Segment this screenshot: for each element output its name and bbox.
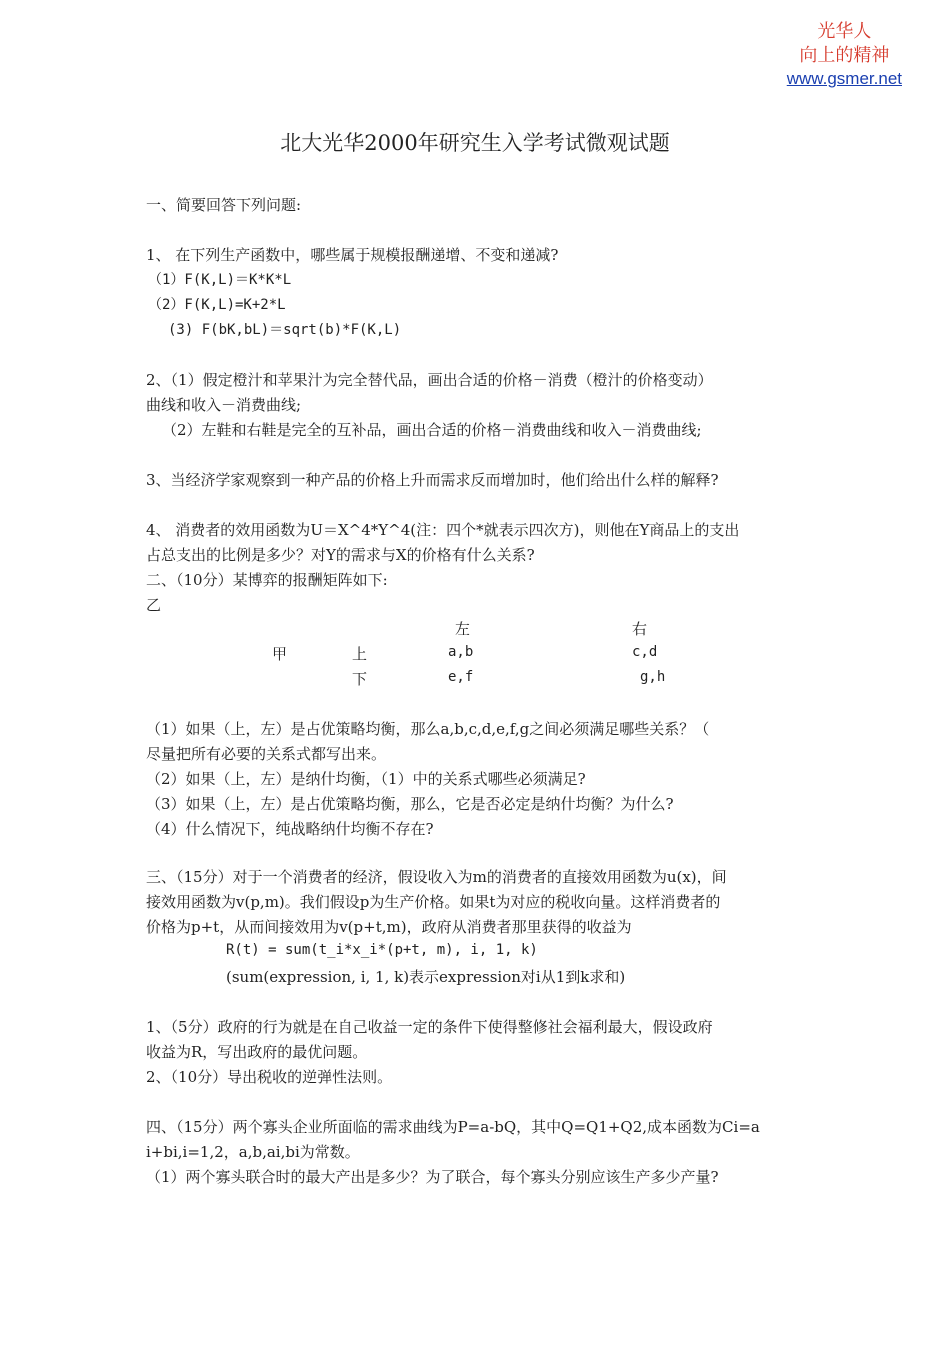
brand-url-link[interactable]: www.gsmer.net <box>786 69 902 88</box>
q4-line1: 4、 消费者的效用函数为U＝X^4*Y^4(注：四个*就表示四次方)，则他在Y商品上的支出 <box>146 521 740 539</box>
q2-line3: （2）左鞋和右鞋是完全的互补品，画出合适的价格－消费曲线和收入－消费曲线; <box>162 421 702 439</box>
matrix-row-down: 下 <box>352 670 368 688</box>
q1-option-b: （2）F(K,L)=K+2*L <box>148 297 286 313</box>
q1-option-c: (3) F(bK,bL)＝sqrt(b)*F(K,L) <box>168 322 402 338</box>
q1-text: 1、 在下列生产函数中，哪些属于规模报酬递增、不变和递减? <box>146 246 559 264</box>
s3-formula-note: (sum(expression, i, 1, k)表示expression对i从1到k求和) <box>226 968 626 986</box>
brand-line-2: 向上的精神 <box>799 45 890 66</box>
s4-q1: （1）两个寡头联合时的最大产出是多少？为了联合，每个寡头分别应该生产多少产量? <box>146 1168 719 1186</box>
s3-line2: 接效用函数为v(p,m)。我们假设p为生产价格。如果t为对应的税收向量。这样消费者的 <box>146 893 721 911</box>
s3-q2: 2、（10分）导出税收的逆弹性法则。 <box>146 1068 393 1086</box>
s2-q3: （3）如果（上，左）是占优策略均衡，那么，它是否必定是纳什均衡？为什么? <box>146 795 674 813</box>
section1-heading: 一、简要回答下列问题: <box>146 196 302 214</box>
matrix-col-right: 右 <box>632 620 648 638</box>
s3-line1: 三、（15分）对于一个消费者的经济，假设收入为m的消费者的直接效用函数为u(x)，间 <box>146 868 727 886</box>
brand-line-1: 光华人 <box>817 21 872 42</box>
matrix-row-up: 上 <box>352 645 368 663</box>
s2-q1-line2: 尽量把所有必要的关系式都写出来。 <box>146 745 387 763</box>
s3-q1-line1: 1、（5分）政府的行为就是在自己收益一定的条件下使得整修社会福利最大，假设政府 <box>146 1018 713 1036</box>
brand-header <box>787 20 902 90</box>
player-row-label: 甲 <box>272 645 288 663</box>
s3-q1-line2: 收益为R，写出政府的最优问题。 <box>146 1043 368 1061</box>
s4-line1: 四、（15分）两个寡头企业所面临的需求曲线为P=a-bQ，其中Q=Q1+Q2,成本函数为Ci=a <box>146 1118 760 1136</box>
s3-formula: R(t) = sum(t_i*x_i*(p+t, m), i, 1, k) <box>226 942 538 958</box>
q3-text: 3、当经济学家观察到一种产品的价格上升而需求反而增加时，他们给出什么样的解释? <box>146 471 719 489</box>
s2-q2: （2）如果（上，左）是纳什均衡，（1）中的关系式哪些必须满足? <box>146 770 586 788</box>
q1-option-a: （1）F(K,L)＝K*K*L <box>148 272 292 288</box>
matrix-cell-down-right: g,h <box>640 669 666 685</box>
s2-q4: （4）什么情况下，纯战略纳什均衡不存在? <box>146 820 434 838</box>
section2-heading: 二、（10分）某博弈的报酬矩阵如下: <box>146 571 388 589</box>
q2-line1: 2、（1）假定橙汁和苹果汁为完全替代品，画出合适的价格－消费（橙汁的价格变动） <box>146 371 713 389</box>
matrix-cell-up-left: a,b <box>448 644 474 660</box>
matrix-col-left: 左 <box>455 620 471 638</box>
s4-line2: i+bi,i=1,2，a,b,ai,bi为常数。 <box>146 1143 360 1161</box>
matrix-cell-up-right: c,d <box>632 644 658 660</box>
player-column-label: 乙 <box>146 596 162 614</box>
s2-q1-line1: （1）如果（上，左）是占优策略均衡，那么a,b,c,d,e,f,g之间必须满足哪些关系？（ <box>146 720 710 738</box>
s3-line3: 价格为p+t，从而间接效用为v(p+t,m)，政府从消费者那里获得的收益为 <box>146 918 632 936</box>
q4-line2: 占总支出的比例是多少？对Y的需求与X的价格有什么关系? <box>146 546 535 564</box>
page-title: 北大光华2000年研究生入学考试微观试题 <box>280 131 670 155</box>
q2-line2: 曲线和收入－消费曲线; <box>146 396 302 414</box>
matrix-cell-down-left: e,f <box>448 669 474 685</box>
